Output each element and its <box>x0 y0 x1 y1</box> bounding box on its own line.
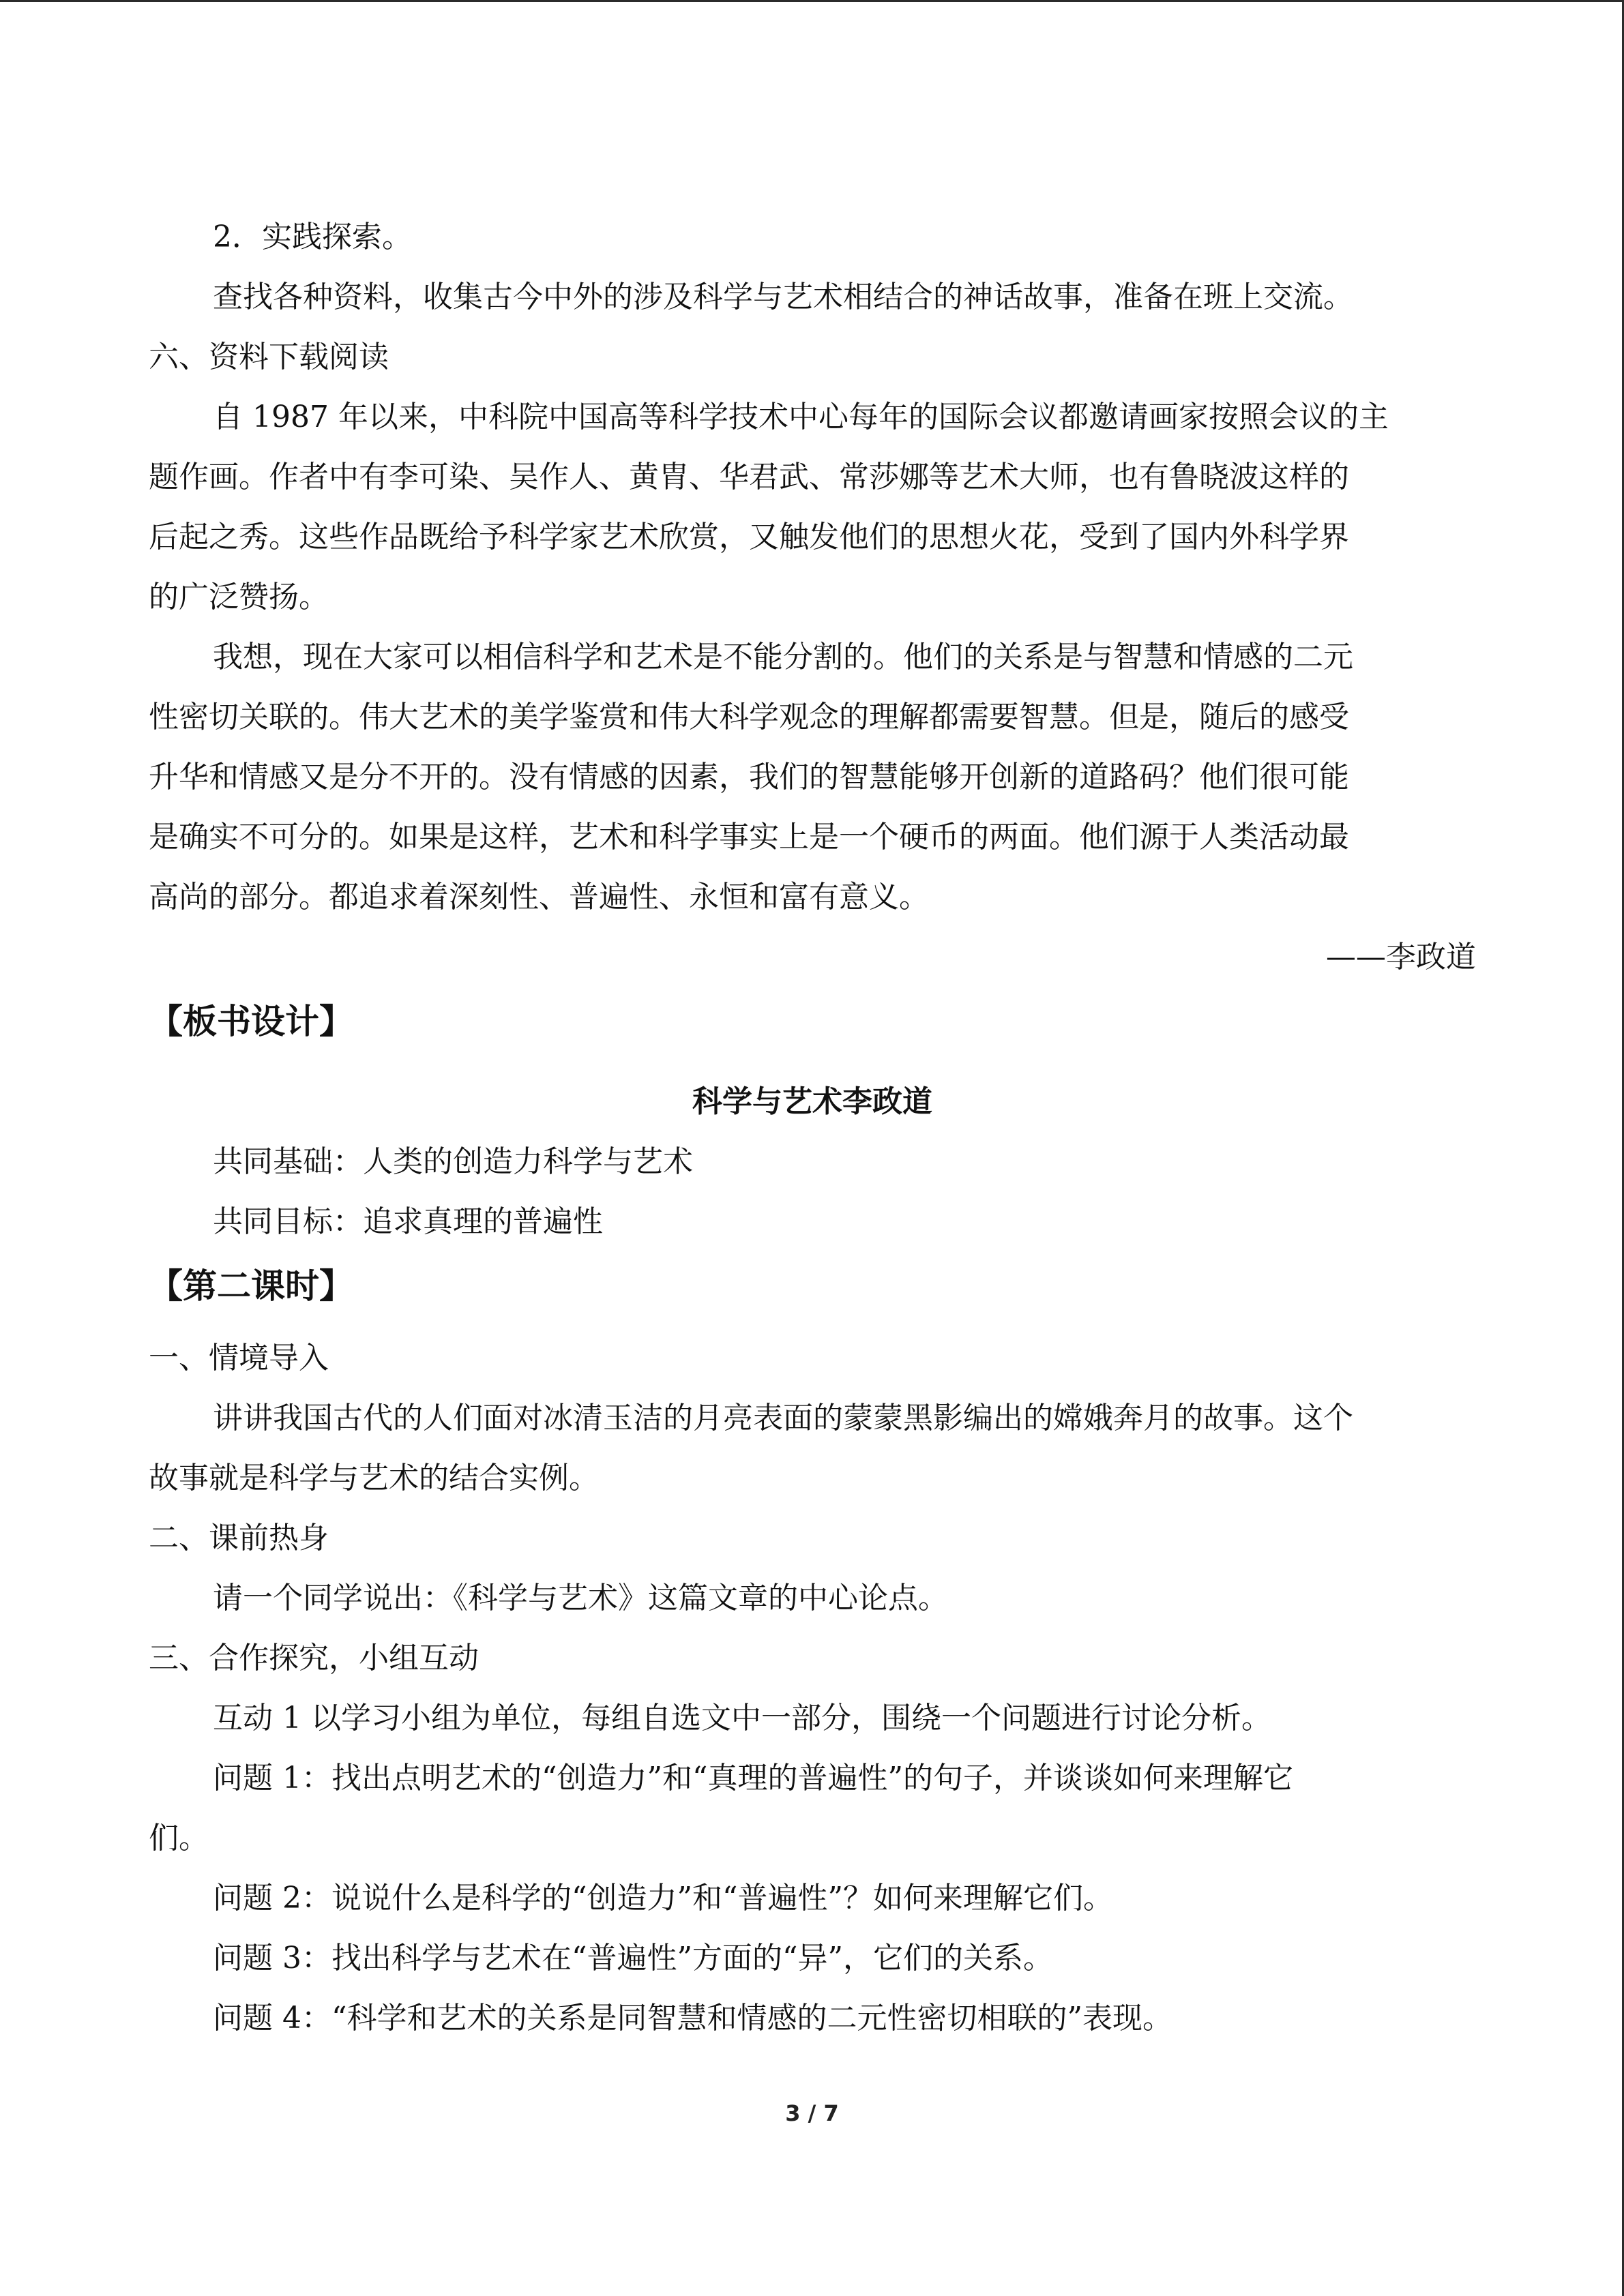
question-4: 问题 4：“科学和艺术的关系是同智慧和情感的二元性密切相联的”表现。 <box>213 2001 1172 2036</box>
practice-text: 查找各种资料，收集古今中外的涉及科学与艺术相结合的神话故事，准备在班上交流。 <box>213 280 1353 314</box>
board-design-heading: 【板书设计】 <box>149 1002 353 1041</box>
question-1-line: 问题 1：找出点明艺术的“创造力”和“真理的普遍性”的句子，并谈谈如何来理解它 <box>213 1761 1293 1795</box>
reading-paragraph1-line: 的广泛赞扬。 <box>149 580 329 614</box>
board-design-title: 科学与艺术李政道 <box>692 1084 932 1119</box>
warmup-heading: 二、课前热身 <box>149 1521 329 1555</box>
question-3: 问题 3：找出科学与艺术在“普遍性”方面的“异”，它们的关系。 <box>213 1941 1053 1976</box>
question-1-line: 们。 <box>149 1821 209 1855</box>
reading-paragraph2-line: 性密切关联的。伟大艺术的美学鉴赏和伟大科学观念的理解都需要智慧。但是，随后的感受 <box>149 700 1349 734</box>
reading-paragraph2-line: 高尚的部分。都追求着深刻性、普遍性、永恒和富有意义。 <box>149 880 929 914</box>
page-content <box>149 207 1476 2048</box>
warmup-text: 请一个同学说出：《科学与艺术》这篇文章的中心论点。 <box>213 1581 948 1615</box>
reading-attribution: ——李政道 <box>1326 940 1476 974</box>
intro-text-line: 故事就是科学与艺术的结合实例。 <box>149 1461 599 1495</box>
practice-heading: 2．实践探索。 <box>213 220 412 254</box>
cooperation-heading: 三、合作探究，小组互动 <box>149 1641 479 1675</box>
second-lesson-heading: 【第二课时】 <box>149 1266 353 1306</box>
reading-paragraph1-line: 后起之秀。这些作品既给予科学家艺术欣赏，又触发他们的思想火花，受到了国内外科学界 <box>149 520 1349 554</box>
cooperation-intro: 互动 1 以学习小组为单位，每组自选文中一部分，围绕一个问题进行讨论分析。 <box>213 1701 1271 1735</box>
intro-text-line: 讲讲我国古代的人们面对冰清玉洁的月亮表面的蒙蒙黑影编出的嫦娥奔月的故事。这个 <box>213 1401 1353 1435</box>
question-2: 问题 2：说说什么是科学的“创造力”和“普遍性”？如何来理解它们。 <box>213 1881 1113 1915</box>
top-border-line <box>0 0 1624 2</box>
reading-paragraph1-line: 自 1987 年以来，中科院中国高等科学技术中心每年的国际会议都邀请画家按照会议的主 <box>213 400 1389 434</box>
intro-heading: 一、情境导入 <box>149 1341 329 1375</box>
board-design-line: 共同目标：追求真理的普遍性 <box>213 1204 603 1239</box>
reading-paragraph2-line: 我想，现在大家可以相信科学和艺术是不能分割的。他们的关系是与智慧和情感的二元 <box>213 640 1353 674</box>
page-number: 3 / 7 <box>785 2100 839 2126</box>
reading-paragraph1-line: 题作画。作者中有李可染、吴作人、黄胄、华君武、常莎娜等艺术大师，也有鲁晓波这样的 <box>149 460 1349 494</box>
reading-paragraph2-line: 是确实不可分的。如果是这样，艺术和科学事实上是一个硬币的两面。他们源于人类活动最 <box>149 820 1349 854</box>
reading-heading: 六、资料下载阅读 <box>149 340 389 374</box>
board-design-line: 共同基础：人类的创造力科学与艺术 <box>213 1144 693 1179</box>
reading-paragraph2-line: 升华和情感又是分不开的。没有情感的因素，我们的智慧能够开创新的道路码？他们很可能 <box>149 760 1349 794</box>
